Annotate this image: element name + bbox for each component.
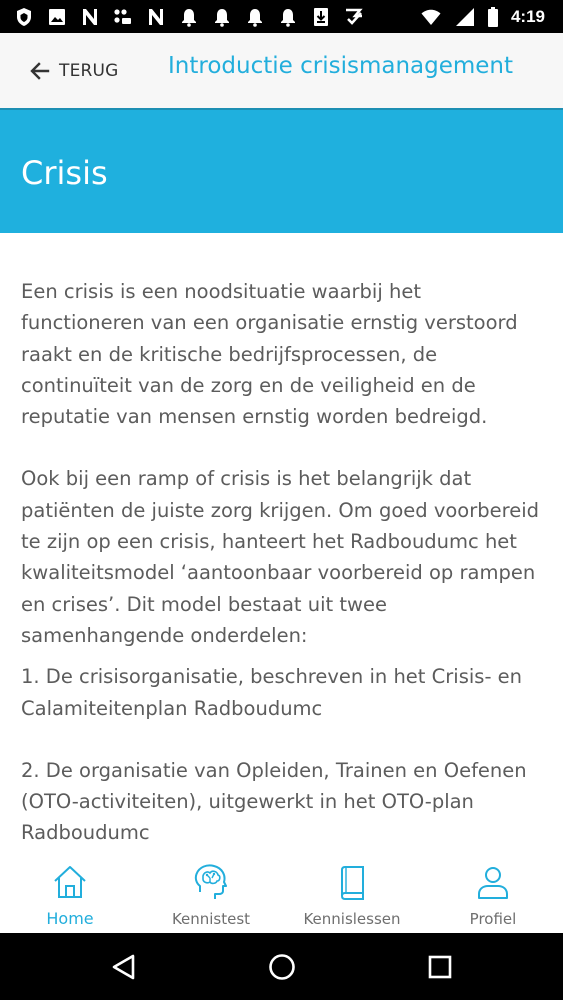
nav-item-kennislessen[interactable] <box>282 858 422 933</box>
battery-icon <box>487 7 499 27</box>
paragraph: 2. De organisatie van Opleiden, Trainen en Oefenen (OTO-activiteiten), uitgewerkt in het OTO-plan Radboudumc <box>21 758 527 845</box>
brain-head-icon <box>191 862 231 902</box>
book-icon <box>332 862 372 902</box>
bottom-nav <box>0 858 563 933</box>
back-button[interactable] <box>28 57 119 85</box>
back-triangle-icon[interactable] <box>109 952 139 982</box>
nav-item-home[interactable] <box>0 858 140 933</box>
system-status-icons <box>419 6 545 28</box>
recents-square-icon[interactable] <box>425 952 455 982</box>
nav-label: Kennistest <box>171 910 251 928</box>
image-icon <box>47 7 67 27</box>
home-circle-icon[interactable] <box>267 952 297 982</box>
bell-icon <box>179 7 199 27</box>
nav-item-kennistest[interactable] <box>141 858 281 933</box>
article-content[interactable] <box>21 276 549 858</box>
nav-label: Profiel <box>469 910 517 928</box>
home-icon <box>50 862 90 902</box>
bell-icon <box>212 7 232 27</box>
wifi-icon <box>419 7 443 27</box>
section-title: Crisis <box>21 154 108 192</box>
check-box-icon <box>344 7 364 27</box>
paragraph: Een crisis is een noodsituatie waarbij het functioneren van een organisatie ernstig verstoord raakt en de kritische bedrijfsprocessen, de continuïteit van de zorg en de veiligheid en de reputatie van mensen ernstig worden bedreigd. <box>21 280 518 429</box>
section-banner <box>0 110 563 233</box>
download-icon <box>311 7 331 27</box>
arrow-left-icon <box>28 59 52 83</box>
back-label: TERUG <box>59 61 119 81</box>
nav-label: Kennislessen <box>303 910 401 928</box>
bell-icon <box>278 7 298 27</box>
paragraph: 1. De crisisorganisatie, beschreven in het Crisis- en Calamiteitenplan Radboudumc <box>21 665 523 720</box>
dots-icon <box>113 7 133 27</box>
user-icon <box>473 862 513 902</box>
paragraph: Ook bij een ramp of crisis is het belangrijk dat patiënten de juiste zorg krijgen. Om goed voorbereid te zijn op een crisis, hanteert het Radboudumc het kwaliteitsmodel ‘aantoonbaar voorbereid op rampen en crises’. Dit model bestaat uit twee samenhangende onderdelen: <box>21 467 540 647</box>
n-icon <box>80 7 100 27</box>
notification-icons <box>14 6 364 28</box>
nav-item-profiel[interactable] <box>423 858 563 933</box>
page-title: Introductie crisismanagement <box>168 53 514 79</box>
system-nav-bar <box>0 933 563 1000</box>
app-header <box>0 33 563 110</box>
status-time: 4:19 <box>510 7 545 26</box>
nav-label: Home <box>46 909 94 928</box>
signal-icon <box>455 7 475 27</box>
status-bar <box>0 0 563 33</box>
shield-icon <box>14 7 34 27</box>
n-icon <box>146 7 166 27</box>
bell-icon <box>245 7 265 27</box>
